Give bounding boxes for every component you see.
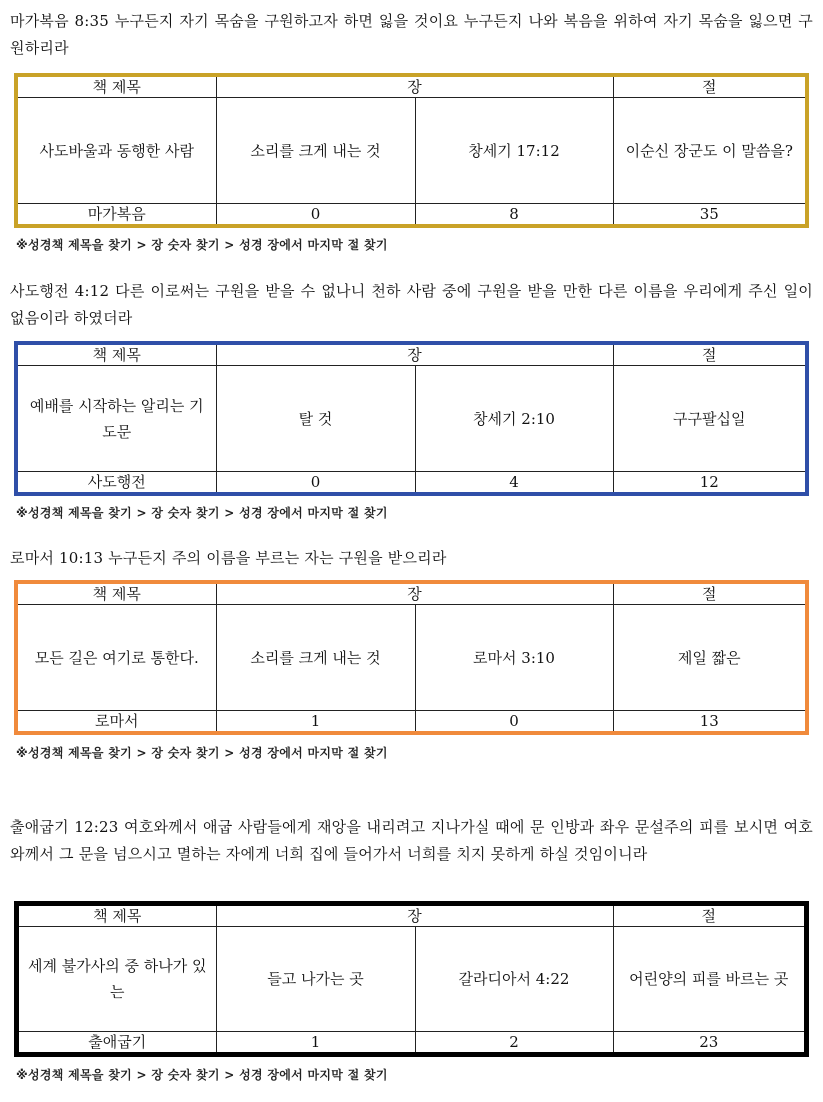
header-book-title: 책 제목 bbox=[18, 584, 216, 605]
verse-text: 로마서 10:13 누구든지 주의 이름을 부르는 자는 구원을 받으리라 bbox=[10, 549, 447, 567]
clue-cell: 들고 나가는 곳 bbox=[216, 927, 415, 1032]
answer-cell: 35 bbox=[613, 204, 805, 225]
answer-cell: 로마서 bbox=[18, 711, 216, 732]
clue-cell: 탈 것 bbox=[216, 366, 415, 472]
clue-cell: 세계 불가사의 중 하나가 있는 bbox=[19, 927, 216, 1032]
header-verse: 절 bbox=[613, 77, 805, 98]
answer-cell: 2 bbox=[415, 1032, 613, 1053]
answer-cell: 마가복음 bbox=[18, 204, 216, 225]
answer-cell: 23 bbox=[613, 1032, 804, 1053]
header-chapter: 장 bbox=[216, 77, 613, 98]
clue-cell: 어린양의 피를 바르는 곳 bbox=[613, 927, 804, 1032]
answer-cell: 0 bbox=[216, 472, 415, 493]
header-book-title: 책 제목 bbox=[18, 345, 216, 366]
clue-cell: 구구팔십일 bbox=[613, 366, 805, 472]
header-verse: 절 bbox=[613, 345, 805, 366]
clue-cell: 소리를 크게 내는 것 bbox=[216, 605, 415, 711]
clue-cell: 제일 짧은 bbox=[613, 605, 805, 711]
answer-cell: 4 bbox=[415, 472, 613, 493]
answer-cell: 출애굽기 bbox=[19, 1032, 216, 1053]
header-verse: 절 bbox=[613, 906, 804, 927]
header-verse: 절 bbox=[613, 584, 805, 605]
answer-cell: 1 bbox=[216, 1032, 415, 1053]
clue-cell: 창세기 17:12 bbox=[415, 98, 613, 204]
answer-cell: 13 bbox=[613, 711, 805, 732]
puzzle-table-3 bbox=[14, 580, 809, 735]
instruction-note: ※성경책 제목을 찾기 > 장 숫자 찾기 > 성경 장에서 마지막 절 찾기 bbox=[16, 506, 388, 520]
header-chapter: 장 bbox=[216, 345, 613, 366]
answer-cell: 1 bbox=[216, 711, 415, 732]
clue-cell: 모든 길은 여기로 통한다. bbox=[18, 605, 216, 711]
clue-cell: 예배를 시작하는 알리는 기도문 bbox=[18, 366, 216, 472]
clue-cell: 갈라디아서 4:22 bbox=[415, 927, 613, 1032]
verse-text: 마가복음 8:35 누구든지 자기 목숨을 구원하고자 하면 잃을 것이요 누구든지 나와 복음을 위하여 자기 목숨을 잃으면 구원하리라 bbox=[10, 12, 813, 57]
instruction-note: ※성경책 제목을 찾기 > 장 숫자 찾기 > 성경 장에서 마지막 절 찾기 bbox=[16, 238, 388, 252]
answer-cell: 12 bbox=[613, 472, 805, 493]
instruction-note: ※성경책 제목을 찾기 > 장 숫자 찾기 > 성경 장에서 마지막 절 찾기 bbox=[16, 746, 388, 760]
answer-cell: 0 bbox=[216, 204, 415, 225]
puzzle-table-4 bbox=[14, 901, 809, 1057]
header-book-title: 책 제목 bbox=[18, 77, 216, 98]
answer-cell: 사도행전 bbox=[18, 472, 216, 493]
answer-cell: 8 bbox=[415, 204, 613, 225]
header-chapter: 장 bbox=[216, 906, 613, 927]
answer-cell: 0 bbox=[415, 711, 613, 732]
instruction-note: ※성경책 제목을 찾기 > 장 숫자 찾기 > 성경 장에서 마지막 절 찾기 bbox=[16, 1068, 388, 1082]
clue-cell: 소리를 크게 내는 것 bbox=[216, 98, 415, 204]
clue-cell: 로마서 3:10 bbox=[415, 605, 613, 711]
puzzle-table-2 bbox=[14, 341, 809, 496]
verse-text: 사도행전 4:12 다른 이로써는 구원을 받을 수 없나니 천하 사람 중에 구원을 받을 만한 다른 이름을 우리에게 주신 일이 없음이라 하였더라 bbox=[10, 282, 813, 327]
clue-cell: 창세기 2:10 bbox=[415, 366, 613, 472]
header-book-title: 책 제목 bbox=[19, 906, 216, 927]
header-chapter: 장 bbox=[216, 584, 613, 605]
puzzle-table-1 bbox=[14, 73, 809, 228]
clue-cell: 사도바울과 동행한 사람 bbox=[18, 98, 216, 204]
verse-text: 출애굽기 12:23 여호와께서 애굽 사람들에게 재앙을 내리려고 지나가실 때에 문 인방과 좌우 문설주의 피를 보시면 여호와께서 그 문을 넘으시고 멸하는 자에게 너희 집에 들어가서 너희를 치지 못하게 하실 것임이니라 bbox=[10, 818, 813, 863]
clue-cell: 이순신 장군도 이 말씀을? bbox=[613, 98, 805, 204]
